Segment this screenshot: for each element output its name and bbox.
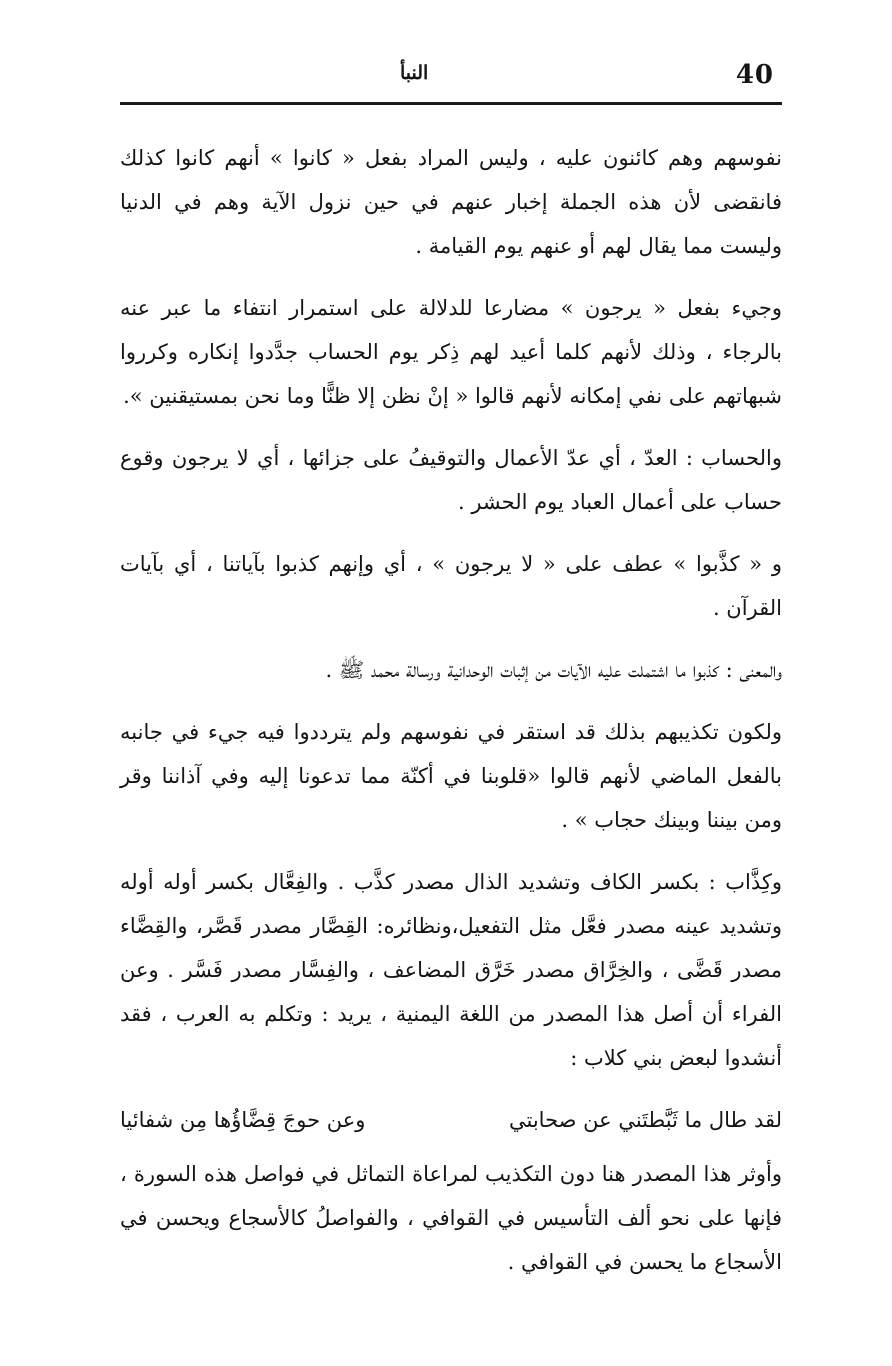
running-title: النبأ [400,62,429,84]
paragraph-7: وكِذَّاب : بكسر الكاف وتشديد الذال مصدر كذَّب . والفِعَّال بكسر أوله أوله وتشديد عينه مصدر فعَّل مثل التفعيل،ونظائره: القِصَّار مصدر قَصَّر، والقِضَّاء مصدر قَضَّى ، والخِرَّاق مصدر خَرَّق المضاعف ، والفِسَّار مصدر فَسَّر . وعن الفراء أن أصل هذا المصدر من اللغة اليمنية ، يريد : وتكلم به العرب ، فقد أنشدوا لبعض بني كلاب : [120,870,782,1070]
paragraph-1: نفوسهم وهم كائنون عليه ، وليس المراد بفعل « كانوا » أنهم كانوا كذلك فانقضى لأن هذه الجملة إخبار عنهم في حين نزول الآية وهم في الدنيا وليست مما يقال لهم أو عنهم يوم القيامة . [120,146,782,258]
paragraph-3: والحساب : العدّ ، أي عدّ الأعمال والتوقيفُ على جزائها ، أي لا يرجون وقوع حساب على أعمال العباد يوم الحشر . [120,446,782,514]
page-number: 40 [735,60,774,90]
page-header [120,58,782,102]
closing-paragraph: وأوثر هذا المصدر هنا دون التكذيب لمراعاة التماثل في فواصل هذه السورة ، فإنها على نحو ألف التأسيس في القوافي ، والفواصلُ كالأسجاع ويحسن في الأسجاع ما يحسن في القوافي . [120,1162,782,1274]
paragraph-4: و « كذَّبوا » عطف على « لا يرجون » ، أي وإنهم كذبوا بآياتنا ، أي بآيات القرآن . [120,552,782,620]
paragraph-5: والمعنى : كذبوا ما اشتملت عليه الآيات من إثبات الوحدانية ورسالة محمد ﷺ . [325,658,782,682]
poetry-verse [120,1098,782,1142]
verse-first-hemistich: لقد طال ما ثَبَّطتَني عن صحابتي [508,1108,782,1132]
body-text [120,136,782,1302]
verse-second-hemistich: وعن حوجَ قِضَّاؤُها مِن شفائيا [120,1108,366,1132]
header-rule [120,102,782,105]
paragraph-2: وجيء بفعل « يرجون » مضارعا للدلالة على استمرار انتفاء ما عبر عنه بالرجاء ، وذلك لأنهم كلما أعيد لهم ذِكر يوم الحساب جدَّدوا إنكاره وكرروا شبهاتهم على نفي إمكانه لأنهم قالوا « إنْ نظن إلا ظنًّا وما نحن بمستيقنين ». [120,296,782,408]
paragraph-6: ولكون تكذيبهم بذلك قد استقر في نفوسهم ولم يترددوا فيه جيء في جانبه بالفعل الماضي لأنهم قالوا «قلوبنا في أكنّة مما تدعونا إليه وفي آذاننا وقر ومن بيننا وبينك حجاب » . [120,720,782,832]
